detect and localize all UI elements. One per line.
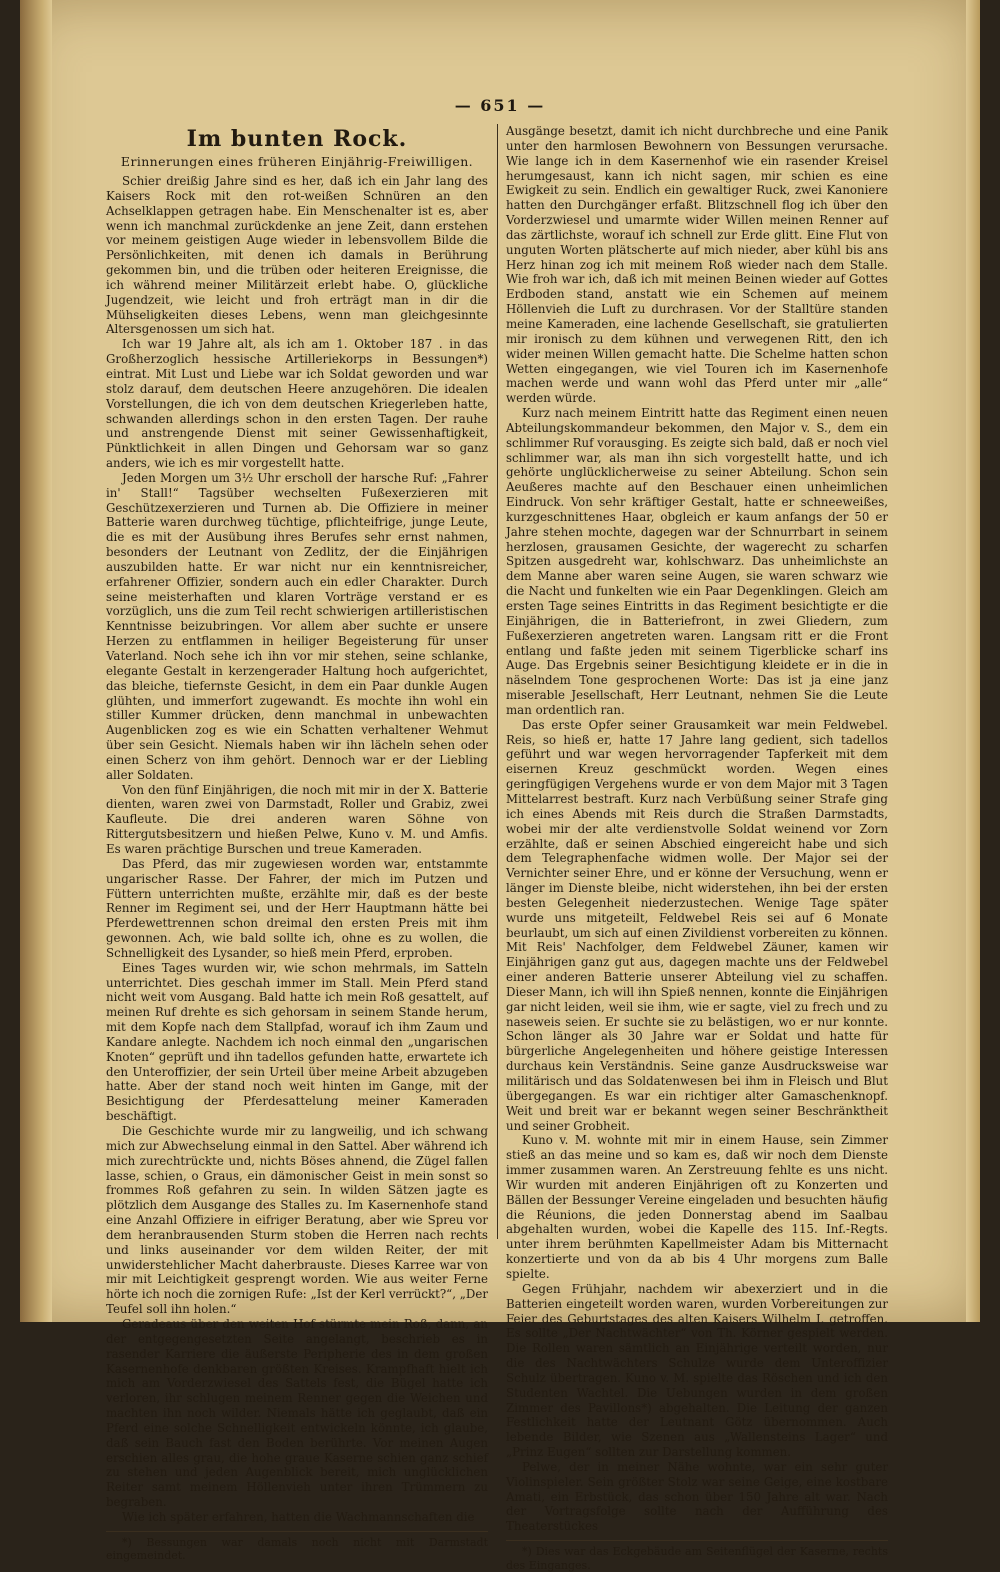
paragraph: Gegen Frühjahr, nachdem wir abexerziert und in die Batterien eingeteilt worden waren, wurden Vorbereitungen zur Feier des Geburtstages des alten Kaisers Wilhelm I. getroffen. Es sollte „Der Nachtwächter“ von Th. Körner gespielt werden. Die Rollen waren sämtlich an Einjährige verteilt worden, nur die des Nachtwächters Schulze wurde dem Unteroffizier Schulz übertragen. Kuno v. M. spielte das Röschen und ich den Studenten Wachtel. Die Uebungen wurden in dem großen Zimmer des Pavillons*) abgehalten. Die Leitung der ganzen Festlichkeit hatte der Leutnant Götz übernommen. Auch lebende Bilder, wie Szenen aus „Wallensteins Lager“ und „Prinz Eugen“ sollten zur Darstellung kommen.: [506, 1281, 888, 1460]
book-page: [20, 0, 980, 1572]
paragraph: Die Geschichte wurde mir zu langweilig, und ich schwang mich zur Abwechselung einmal in den Sattel. Aber während ich mich zurechtrückte und, nichts Böses ahnend, die Zügel fallen lasse, schien, o Graus, ein dämonischer Geist in mein sonst so frommes Roß gefahren zu sein. In wilden Sätzen jagte es plötzlich dem Ausgange des Stalles zu. Im Kasernenhofe stand eine Anzahl Offiziere in eifriger Beratung, aber wie Spreu vor dem heranbrausenden Sturm stoben die Herren nach rechts und links auseinander vor dem wilden Reiter, der mit unwiderstehlicher Macht daherbrauste. Dieses Karree war von mir mit Leichtigkeit gesprengt worden. Wie aus weiter Ferne hörte ich noch die zornigen Rufe: „Ist der Kerl verrückt?“, „Der Teufel soll ihn holen.“: [106, 1124, 488, 1317]
paragraph: Kurz nach meinem Eintritt hatte das Regiment einen neuen Abteilungskommandeur bekommen, den Major v. S., dem ein schlimmer Ruf vorausging. Es zeigte sich bald, daß er noch viel schlimmer war, als man ihn sich vorgestellt hatte, und ich gehörte unglücklicherweise zu seiner Abteilung. Schon sein Aeußeres machte auf den Beschauer einen unheimlichen Eindruck. Von sehr kräftiger Gestalt, hatte er schneeweißes, kurzgeschnittenes Haar, obgleich er kaum anfangs der 50 er Jahre stehen mochte, dagegen war der Schnurrbart in seinem herzlosen, grausamen Gesichte, der wagerecht zu scharfen Spitzen ausgedreht war, kohlschwarz. Das unheimlichste an dem Manne aber waren seine Augen, sie waren schwarz wie die Nacht und funkelten wie ein Paar Degenklingen. Gleich am ersten Tage seines Eintritts in das Regiment besichtigte er die Einjährigen, die in Batteriefront, in zwei Gliedern, zum Fußexerzieren angetreten waren. Langsam ritt er die Front entlang und faßte jeden mit seinem Tigerblicke scharf ins Auge. Das Ergebnis seiner Besichtigung kleidete er in die in näselndem Tone gesprochenen Worte: Das ist ja eine janz miserable Jesellschaft, Herr Leutnant, nehmen Sie die Leute man ordentlich ran.: [506, 406, 888, 717]
article-title: Im bunten Rock.: [186, 126, 408, 152]
page-number: — 651 —: [454, 96, 546, 115]
page-edge: [966, 0, 980, 1322]
paragraph: Ich war 19 Jahre alt, als ich am 1. Oktober 187 . in das Großherzoglich hessische Artilleriekorps in Bessungen*) eintrat. Mit Lust und Liebe war ich Soldat geworden und war stolz darauf, dem deutschen Heere anzugehören. Die idealen Vorstellungen, die ich von dem deutschen Kriegerleben hatte, schwanden allerdings schon in den ersten Tagen. Der rauhe und anstrengende Dienst mit seiner Gewissenhaftigkeit, Pünktlichkeit in allen Dingen und Gehorsam war so ganz anders, wie ich es mir vorgestellt hatte.: [106, 337, 488, 471]
paragraph: Das erste Opfer seiner Grausamkeit war mein Feldwebel. Reis, so hieß er, hatte 17 Jahre lang gedient, sich tadellos geführt und war wegen hervorragender Tapferkeit mit dem eisernen Kreuz geschmückt worden. Wegen eines geringfügigen Vergehens wurde er von dem Major mit 3 Tagen Mittelarrest bestraft. Kurz nach Verbüßung seiner Strafe ging ich eines Abends mit Reis durch die Straßen Darmstadts, wobei mir der alte verdienstvolle Soldat weinend vor Zorn erzählte, daß er seinen Abschied eingereicht habe und sich dem Telegraphenfache widmen wolle. Der Major sei der Vernichter seiner Ehre, und er könne der Versuchung, wenn er länger im Dienste bleibe, nicht widerstehen, ihn bei der ersten besten Gelegenheit niederzustechen. Wenige Tage später wurde uns mitgeteilt, Feldwebel Reis sei auf 6 Monate beurlaubt, um sich auf einen Zivildienst vorbereiten zu können. Mit Reis' Nachfolger, dem Feldwebel Zäuner, kamen wir Einjährigen ganz gut aus, dagegen machte uns der Feldwebel einer anderen Batterie unserer Abteilung viel zu schaffen. Dieser Mann, ich will ihn Spieß nennen, konnte die Einjährigen gar nicht leiden, weil sie ihm, wie er sagte, viel zu frech und zu naseweis seien. Er suchte sie zu belästigen, wo er nur konnte. Schon länger als 30 Jahre war er Soldat und hatte für bürgerliche Angelegenheiten und höhere geistige Interessen durchaus kein Verständnis. Seine ganze Ausdrucksweise war militärisch und das Soldatenwesen bei ihm in Fleisch und Blut übergegangen. Es war ein richtiger alter Gamaschenknopf. Weit und breit war er bekannt wegen seiner Beschränktheit und seiner Grobheit.: [506, 717, 888, 1133]
paragraph: Pelwe, der in meiner Nähe wohnte, war ein sehr guter Violinspieler. Sein größter Stolz war seine Geige, eine kostbare Amati, ein Erbstück, das schon über 150 Jahre alt war. Nach der Vortragsfolge sollte nach der Aufführung des Theaterstückes: [506, 1459, 888, 1534]
paragraph: Das Pferd, das mir zugewiesen worden war, entstammte ungarischer Rasse. Der Fahrer, der mich im Putzen und Füttern unterrichten mußte, erzählte mir, daß es der beste Renner im Regiment sei, und der Herr Hauptmann hätte bei Pferdewettrennen schon dreimal den ersten Preis mit ihm gewonnen. Ach, wie bald sollte ich, ohne es zu wollen, die Schnelligkeit des Lysander, so hieß mein Pferd, erproben.: [106, 856, 488, 960]
article-subtitle: Erinnerungen eines früheren Einjährig-Freiwilligen.: [120, 154, 474, 169]
paragraph: Jeden Morgen um 3½ Uhr erscholl der harsche Ruf: „Fahrer in' Stall!“ Tagsüber wechselten Fußexerzieren mit Geschützexerzieren und Turnen ab. Die Offiziere in meiner Batterie waren durchweg tüchtige, pflichteifrige, junge Leute, die es mit der Ausübung ihres Berufes sehr ernst nahmen, besonders der Leutnant von Zedlitz, der die Einjährigen auszubilden hatte. Er war nicht nur ein kenntnisreicher, erfahrener Offizier, sondern auch ein edler Charakter. Durch seine meisterhaften und klaren Vorträge verstand er es vorzüglich, uns die zum Teil recht schwierigen artilleristischen Kenntnisse beizubringen. Vor allem aber suchte er unsere Herzen zu entflammen in heiliger Begeisterung für unser Vaterland. Noch sehe ich ihn vor mir stehen, seine schlanke, elegante Gestalt in kerzengerader Haltung hoch aufgerichtet, das bleiche, tiefernste Gesicht, in dem ein Paar dunkle Augen glühten, und immerfort zugewandt. Es mochte ihn wohl ein stiller Kummer drücken, denn manchmal in unbewachten Augenblicken zog es wie ein Schatten verhaltener Wehmut über sein Gesicht. Niemals haben wir ihn lächeln sehen oder einen Scherz von ihm gehört. Dennoch war er der Liebling aller Soldaten.: [106, 470, 488, 782]
paragraph: Wie ich später erfahren, hatten die Wachmannschaften die: [122, 1509, 475, 1524]
paragraph: Von den fünf Einjährigen, die noch mit mir in der X. Batterie dienten, waren zwei von Darmstadt, Roller und Grabiz, zwei Kaufleute. Die drei anderen waren Söhne von Rittergutsbesitzern und hießen Pelwe, Kuno v. M. und Amfis. Es waren prächtige Burschen und treue Kameraden.: [106, 782, 488, 856]
paragraph: Schier dreißig Jahre sind es her, daß ich ein Jahr lang des Kaisers Rock mit den rot-weißen Schnüren an den Achselklappen getragen habe. Ein Menschenalter ist es, aber wenn ich manchmal zurückdenke an jene Zeit, dann erstehen vor meinem geistigen Auge wieder in lebensvollem Bilde die Persönlichkeiten, mit denen ich damals in Berührung gekommen bin, und die trüben oder heiteren Ereignisse, die ich während meiner Militärzeit erlebt habe. O, glückliche Jugendzeit, wie leicht und froh erträgt man in dir die Mühseligkeiten dieses Lebens, wenn man gleichgesinnte Altersgenossen um sich hat.: [106, 174, 488, 337]
left-column: [106, 124, 488, 1563]
paragraph: Geradeaus über den weiten Hof stürmte mein Roß, dann, an der entgegengesetzten Seite angelangt, beschrieb es in rasender Karriere die äußerste Peripherie des in dem großen Kasernenhofe denkbaren größten Kreises. Krampfhaft hielt ich mich am Vorderzwiesel des Sattels fest, die Bügel hatte ich verloren, ihr schlugen meinem Renner gegen die Weichen und machten ihn noch wilder. Niemals hätte ich geglaubt, daß ein Pferd eine solche Schnelligkeit entwickeln könnte, ich glaube, daß sein Bauch fast den Boden berührte. Vor meinen Augen erschien alles grau, die hohe graue Kaserne schien ganz schief zu stehen und jeden Augenblick bereit, mich unglücklichen Reiter samt meinem Höllenvieh unter ihren Trümmern zu begraben.: [106, 1316, 488, 1510]
paragraph: Ausgänge besetzt, damit ich nicht durchbreche und eine Panik unter den harmlosen Bewohnern von Bessungen verursache. Wie lange ich in dem Kasernenhof wie ein rasender Kreisel herumgesaust, kann ich nicht sagen, mir schien es eine Ewigkeit zu sein. Endlich ein gewaltiger Ruck, zwei Kanoniere hatten den Durchgänger erfaßt. Blitzschnell flog ich über den Vorderzwiesel und umarmte wider Willen meinen Renner auf das zärtlichste, worauf ich schnell zur Erde glitt. Eine Flut von unguten Worten plätscherte auf mich nieder, aber kühl bis ans Herz hinan zog ich mit meinem Roß wieder nach dem Stalle. Wie froh war ich, daß ich mit meinen Beinen wieder auf Gottes Erdboden stand, anstatt wie ein Schemen auf meinem Höllenvieh die Luft zu durchrasen. Vor der Stalltüre standen meine Kameraden, eine lachende Gesellschaft, sie gratulierten mir ironisch zu dem kühnen und verwegenen Ritt, den ich wider meinen Willen gemacht hatte. Die Schelme hatten schon Wetten eingegangen, wie viel Touren ich im Kasernenhofe machen werde und wann wohl das Pferd unter mir „alle“ werden würde.: [506, 124, 888, 406]
footnote: *) Dies war das Eckgebäude am Seitenflügel der Kaserne, rechts des Einganges.: [506, 1545, 888, 1572]
right-column: [506, 124, 888, 1572]
footnote: *) Bessungen war damals noch nicht mit Darmstadt eingemeindet.: [106, 1535, 488, 1563]
paragraph: Kuno v. M. wohnte mit mir in einem Hause, sein Zimmer stieß an das meine und so kam es, daß wir noch dem Dienste immer zusammen waren. An Zerstreuung fehlte es uns nicht. Wir wurden mit anderen Einjährigen oft zu Konzerten und Bällen der Bessunger Vereine eingeladen und besuchten häufig die Réunions, die jeden Donnerstag abend im Saalbau abgehalten wurden, wobei die Kapelle des 115. Inf.-Regts. unter ihrem berühmten Kapellmeister Adam bis Mitternacht konzertierte und von da ab bis 4 Uhr morgens zum Balle spielte.: [506, 1133, 888, 1281]
book-spine: [20, 0, 52, 1322]
paragraph: Eines Tages wurden wir, wie schon mehrmals, im Satteln unterrichtet. Dies geschah immer im Stall. Mein Pferd stand nicht weit vom Ausgang. Bald hatte ich mein Roß gesattelt, auf meinen Ruf drehte es sich gehorsam in seinem Stande herum, mit dem Kopfe nach dem Stallpfad, worauf ich ihm Zaum und Kandare anlegte. Nachdem ich noch einmal den „ungarischen Knoten“ geprüft und ihn tadellos gefunden hatte, erwartete ich den Unteroffizier, der sein Urteil über meine Arbeit abzugeben hatte. Aber der stand noch weit hinten im Gange, mit der Besichtigung der Pferdesattelung meiner Kameraden beschäftigt.: [106, 960, 488, 1124]
column-divider: [497, 124, 498, 1239]
footnote-divider: [506, 1540, 888, 1541]
footnote-divider: [106, 1531, 488, 1532]
